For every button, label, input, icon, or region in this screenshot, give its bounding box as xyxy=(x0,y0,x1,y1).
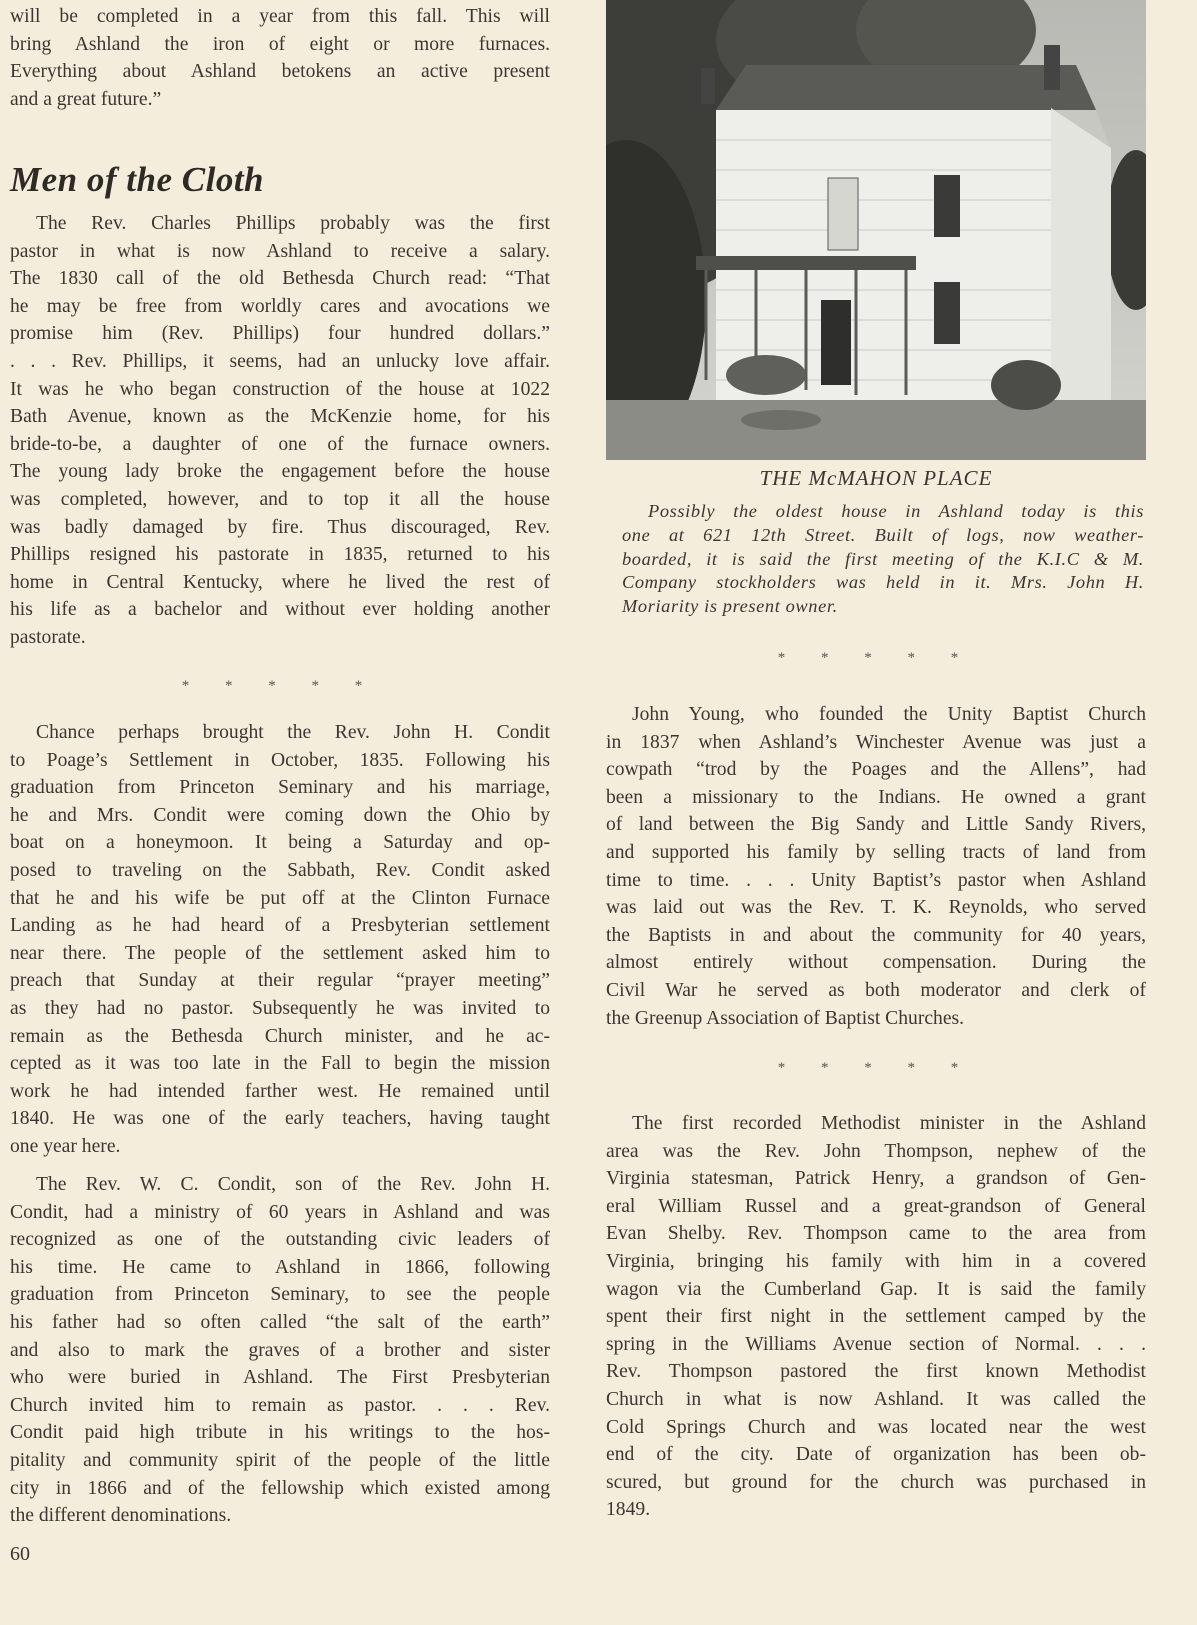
text-line: of land between the Big Sandy and Little Sandy Rivers, xyxy=(606,814,1146,836)
text-line: pastorate. xyxy=(10,626,86,648)
text-line: Civil War he served as both moderator and clerk of xyxy=(606,979,1146,1001)
text-line: his father had so often called “the salt of the earth” xyxy=(10,1311,550,1333)
text-line: end of the city. Date of organization has been ob- xyxy=(606,1444,1146,1466)
text-line: cepted as it was too late in the Fall to begin the mission xyxy=(10,1053,550,1075)
photo-title: THE McMAHON PLACE xyxy=(759,466,993,490)
text-line: in 1837 when Ashland’s Winchester Avenue was just a xyxy=(606,731,1146,753)
text-line: scured, but ground for the church was purchased in xyxy=(606,1471,1146,1493)
text-line: spring in the Williams Avenue section of Normal. . . . xyxy=(606,1333,1146,1355)
text-line: Everything about Ashland betokens an active present xyxy=(10,61,550,83)
text-line: Evan Shelby. Rev. Thompson came to the area from xyxy=(606,1223,1146,1245)
text-line: to Poage’s Settlement in October, 1835. Following his xyxy=(10,749,550,771)
text-line: his time. He came to Ashland in 1866, following xyxy=(10,1256,550,1278)
text-line: recognized as one of the outstanding civic leaders of xyxy=(10,1229,550,1251)
text-line: Chance perhaps brought the Rev. John H. Condit xyxy=(36,722,550,743)
text-line: The Rev. Charles Phillips probably was the first xyxy=(36,213,550,234)
text-line: and supported his family by selling tracts of land from xyxy=(606,841,1146,863)
text-line: 1849. xyxy=(606,1499,651,1521)
text-line: Virginia statesman, Patrick Henry, a grandson of Gen- xyxy=(606,1168,1146,1190)
text-line: pitality and community spirit of the people of the little xyxy=(10,1449,550,1471)
text-line: Church invited him to remain as pastor. . . . Rev. xyxy=(10,1394,550,1416)
text-line: that he and his wife be put off at the Clinton Furnace xyxy=(10,887,550,909)
photo-caption xyxy=(622,500,1144,619)
text-line: will be completed in a year from this fall. This will xyxy=(10,6,550,27)
text-line: the Greenup Association of Baptist Churches. xyxy=(606,1007,965,1029)
text-line: Bath Avenue, known as the McKenzie home, for his xyxy=(10,406,550,428)
section-heading: Men of the Cloth xyxy=(10,160,265,199)
right-column xyxy=(606,0,1146,1625)
paragraph-intro-end xyxy=(10,3,550,113)
text-line: area was the Rev. John Thompson, nephew of the xyxy=(606,1140,1146,1162)
text-line: boat on a honeymoon. It being a Saturday and op- xyxy=(10,832,550,854)
paragraph-john-young xyxy=(606,701,1146,1032)
caption-line: Possibly the oldest house in Ashland today is this xyxy=(648,501,1144,521)
text-line: was completed, however, and to top it all the house xyxy=(10,488,550,510)
caption-line: boarded, it is said the first meeting of the K.I.C & M. xyxy=(622,548,1144,569)
text-line: 1840. He was one of the early teachers, having taught xyxy=(10,1108,550,1130)
text-line: and also to mark the graves of a brother and sister xyxy=(10,1339,550,1361)
text-line: as they had no pastor. Subsequently he was invited to xyxy=(10,997,550,1019)
paragraph-john-thompson xyxy=(606,1110,1146,1524)
section-separator: * * * * * xyxy=(777,650,975,666)
text-line: and a great future.” xyxy=(10,88,162,110)
text-line: was laid out was the Rev. T. K. Reynolds, who served xyxy=(606,897,1146,919)
text-line: bring Ashland the iron of eight or more furnaces. xyxy=(10,33,550,55)
text-line: Rev. Thompson pastored the first known Methodist xyxy=(606,1361,1146,1383)
text-line: bride-to-be, a daughter of one of the furnace owners. xyxy=(10,433,550,455)
page-number: 60 xyxy=(10,1543,30,1565)
caption-line: Company stockholders was held in it. Mrs. John H. xyxy=(622,572,1144,593)
section-separator: * * * * * xyxy=(777,1060,975,1076)
text-line: The 1830 call of the old Bethesda Church read: “That xyxy=(10,268,550,290)
text-line: John Young, who founded the Unity Baptist Church xyxy=(632,704,1146,725)
text-line: his life as a bachelor and without ever holding another xyxy=(10,599,550,621)
text-line: cowpath “trod by the Poages and the Allens”, had xyxy=(606,759,1146,781)
text-line: one year here. xyxy=(10,1135,121,1157)
text-line: . . . Rev. Phillips, it seems, had an unlucky love affair. xyxy=(10,350,550,372)
text-line: The Rev. W. C. Condit, son of the Rev. John H. xyxy=(36,1174,550,1195)
text-line: Condit paid high tribute in his writings to the hos- xyxy=(10,1422,550,1444)
text-line: Cold Springs Church and was located near the west xyxy=(606,1416,1146,1438)
text-line: The young lady broke the engagement before the house xyxy=(10,461,550,483)
text-line: the different denominations. xyxy=(10,1505,232,1527)
text-line: been a missionary to the Indians. He owned a grant xyxy=(606,786,1146,808)
text-line: work he had intended farther west. He remained until xyxy=(10,1080,550,1102)
text-line: was badly damaged by fire. Thus discouraged, Rev. xyxy=(10,516,550,538)
section-separator: * * * * * xyxy=(181,678,379,694)
paragraph-phillips xyxy=(10,210,550,652)
text-line: promise him (Rev. Phillips) four hundred dollars.” xyxy=(10,323,550,345)
text-line: Phillips resigned his pastorate in 1835, returned to his xyxy=(10,544,550,566)
text-line: near there. The people of the settlement asked him to xyxy=(10,942,550,964)
text-line: pastor in what is now Ashland to receive a salary. xyxy=(10,240,550,262)
text-line: spent their first night in the settlement camped by the xyxy=(606,1306,1146,1328)
paragraph-john-condit xyxy=(10,719,550,1161)
text-line: posed to traveling on the Sabbath, Rev. Condit asked xyxy=(10,859,550,881)
caption-line: one at 621 12th Street. Built of logs, now weather- xyxy=(622,524,1144,545)
text-line: Condit, had a ministry of 60 years in Ashland and was xyxy=(10,1201,550,1223)
text-line: graduation from Princeton Seminary, to see the people xyxy=(10,1284,550,1306)
caption-line: Moriarity is present owner. xyxy=(622,596,838,617)
text-line: the Baptists in and about the community for 40 years, xyxy=(606,924,1146,946)
text-line: remain as the Bethesda Church minister, and he ac- xyxy=(10,1025,550,1047)
text-line: Landing as he had heard of a Presbyterian settlement xyxy=(10,915,550,937)
text-line: eral William Russel and a great-grandson of General xyxy=(606,1195,1146,1217)
text-line: The first recorded Methodist minister in the Ashland xyxy=(632,1113,1146,1134)
paragraph-wc-condit xyxy=(10,1171,550,1530)
text-line: wagon via the Cumberland Gap. It is said the family xyxy=(606,1278,1146,1300)
house-photo xyxy=(606,0,1146,460)
text-line: graduation from Princeton Seminary and his marriage, xyxy=(10,777,550,799)
text-line: preach that Sunday at their regular “prayer meeting” xyxy=(10,970,550,992)
left-column xyxy=(10,0,550,1625)
text-line: he and Mrs. Condit were coming down the Ohio by xyxy=(10,804,550,826)
text-line: who were buried in Ashland. The First Presbyterian xyxy=(10,1367,550,1389)
text-line: Virginia, bringing his family with him in a covered xyxy=(606,1250,1146,1272)
text-line: city in 1866 and of the fellowship which existed among xyxy=(10,1477,550,1499)
text-line: time to time. . . . Unity Baptist’s pastor when Ashland xyxy=(606,869,1146,891)
text-line: he may be free from worldly cares and avocations we xyxy=(10,295,550,317)
text-line: It was he who began construction of the house at 1022 xyxy=(10,378,550,400)
text-line: home in Central Kentucky, where he lived the rest of xyxy=(10,571,550,593)
text-line: Church in what is now Ashland. It was called the xyxy=(606,1388,1146,1410)
text-line: almost entirely without compensation. During the xyxy=(606,952,1146,974)
